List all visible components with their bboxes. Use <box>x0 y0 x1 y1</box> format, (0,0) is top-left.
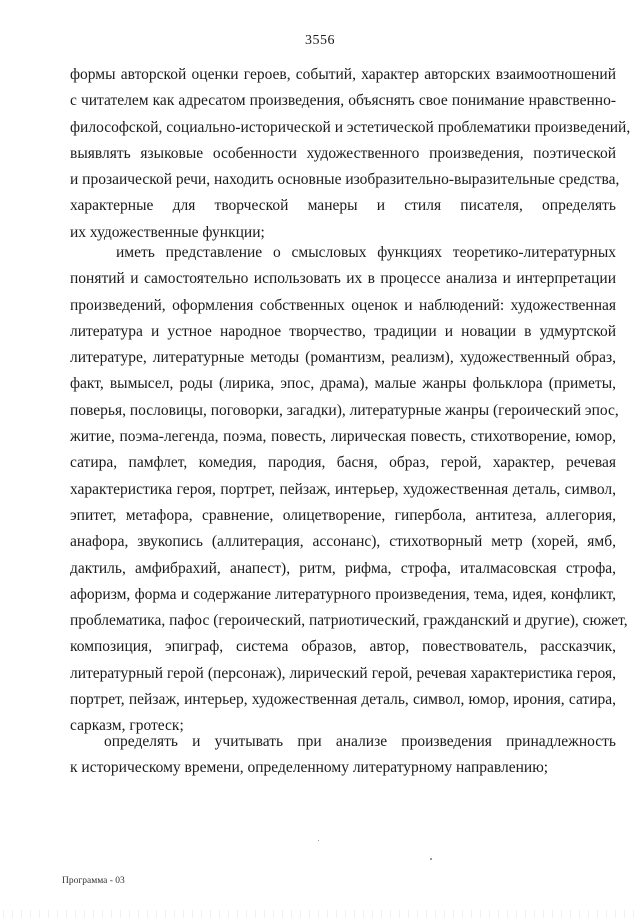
text-line: афоризм, форма и содержание литературного произведения, тема, идея, конфликт, <box>70 585 616 603</box>
text-line: композиция, эпиграф, система образов, автор, повествователь, рассказчик, <box>70 638 616 656</box>
text-line: определять и учитывать при анализе произведения принадлежность <box>104 733 616 750</box>
paragraph-1 <box>70 62 631 246</box>
text-line: формы авторской оценки героев, событий, характер авторских взаимоотношений <box>70 66 616 83</box>
text-line: к историческому времени, определенному литературному направлению; <box>70 759 549 777</box>
text-line: философской, социально-исторической и эстетической проблематики произведений, <box>70 118 631 136</box>
scan-edge-noise <box>0 910 640 918</box>
text-line: произведений, оформления собственных оценок и наблюдений: художественная <box>70 296 616 314</box>
text-line: их художественные функции; <box>70 223 265 241</box>
text-line: житие, поэма-легенда, поэма, повесть, лирическая повесть, стихотворение, юмор, <box>70 428 616 446</box>
text-line: дактиль, амфибрахий, анапест), ритм, рифма, строфа, италмасовская строфа, <box>70 559 616 577</box>
text-line: эпитет, метафора, сравнение, олицетворение, гипербола, антитеза, аллегория, <box>70 506 616 524</box>
paragraph-2 <box>70 240 628 740</box>
footer-label: Программа - 03 <box>62 876 125 886</box>
text-line: факт, вымысел, роды (лирика, эпос, драма), малые жанры фольклора (приметы, <box>70 375 616 393</box>
text-line: литературе, литературные методы (романтизм, реализм), художественный образ, <box>70 349 616 367</box>
text-line: проблематика, пафос (героический, патриотический, гражданский и другие), сюжет, <box>70 612 628 630</box>
text-line: литература и устное народное творчество, традиции и новации в удмуртской <box>70 322 616 340</box>
text-line: характеристика героя, портрет, пейзаж, интерьер, художественная деталь, символ, <box>70 480 616 498</box>
scan-speck <box>430 858 432 860</box>
text-line: и прозаической речи, находить основные изобразительно-выразительные средства, <box>70 171 620 189</box>
text-line: характерные для творческой манеры и стиля писателя, определять <box>70 197 616 215</box>
text-line: сарказм, гротеск; <box>70 717 184 735</box>
text-line: иметь представление о смысловых функциях теоретико-литературных <box>116 244 616 261</box>
scan-speck <box>318 840 319 841</box>
text-line: с читателем как адресатом произведения, объяснять свое понимание нравственно- <box>70 92 616 110</box>
text-line: портрет, пейзаж, интерьер, художественная деталь, символ, юмор, ирония, сатира, <box>70 691 616 709</box>
text-line: понятий и самостоятельно использовать их в процессе анализа и интерпретации <box>70 270 616 288</box>
paragraph-3 <box>70 729 616 782</box>
page-number: 3556 <box>305 33 335 48</box>
text-line: сатира, памфлет, комедия, пародия, басня, образ, герой, характер, речевая <box>70 454 616 472</box>
text-line: анафора, звукопись (аллитерация, ассонанс), стихотворный метр (хорей, ямб, <box>70 533 616 551</box>
text-line: литературный герой (персонаж), лирический герой, речевая характеристика героя, <box>70 664 616 682</box>
text-line: выявлять языковые особенности художественного произведения, поэтической <box>70 144 616 162</box>
text-line: поверья, пословицы, поговорки, загадки), литературные жанры (героический эпос, <box>70 401 619 419</box>
